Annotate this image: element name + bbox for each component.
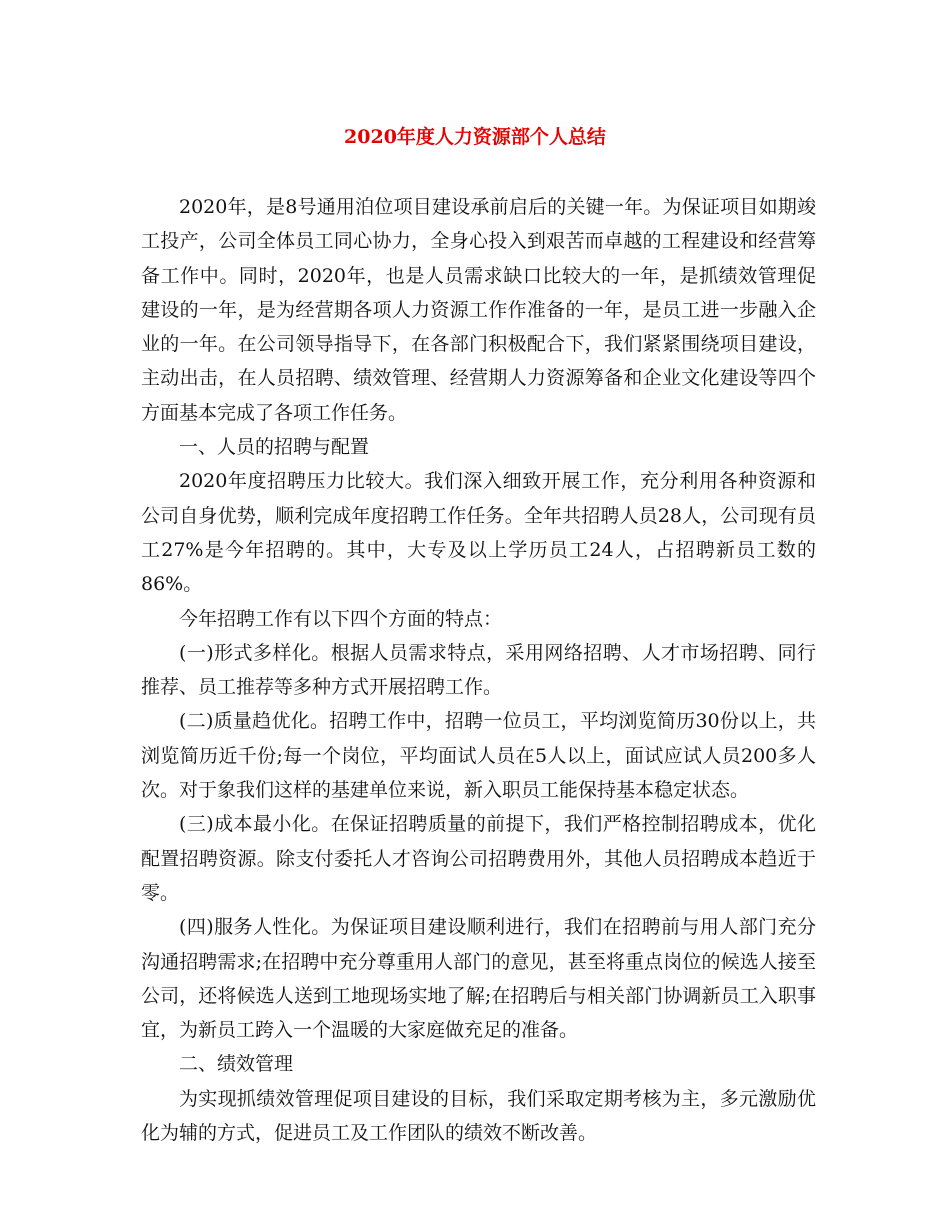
paragraph-feature-4: (四)服务人性化。为保证项目建设顺利进行，我们在招聘前与用人部门充分沟通招聘需求;在招聘中充分尊重用人部门的意见，甚至将重点岗位的候选人接至公司，还将候选人送到工地现场实地了解;在招聘后与相关部门协调新员工入职事宜，为新员工跨入一个温暖的大家庭做充足的准备。	[141, 916, 816, 1042]
paragraph-intro: 2020年，是8号通用泊位项目建设承前启后的关键一年。为保证项目如期竣工投产，公司全体员工同心协力，全身心投入到艰苦而卓越的工程建设和经营筹备工作中。同时，2020年，也是人员需求缺口比较大的一年，是抓绩效管理促建设的一年，是为经营期各项人力资源工作作准备的一年，是员工进一步融入企业的一年。在公司领导指导下，在各部门积极配合下，我们紧紧围绕项目建设，主动出击，在人员招聘、绩效管理、经营期人力资源筹备和企业文化建设等四个方面基本完成了各项工作任务。	[141, 196, 816, 424]
paragraph-features-intro: 今年招聘工作有以下四个方面的特点：	[179, 607, 503, 630]
paragraph-feature-1: (一)形式多样化。根据人员需求特点，采用网络招聘、人才市场招聘、同行推荐、员工推荐等多种方式开展招聘工作。	[141, 641, 816, 699]
document-title: 2020年度人力资源部个人总结	[344, 126, 606, 148]
section-heading-performance: 二、绩效管理	[179, 1053, 294, 1076]
paragraph-performance: 为实现抓绩效管理促项目建设的目标，我们采取定期考核为主，多元激励优化为辅的方式，促进员工及工作团队的绩效不断改善。	[141, 1087, 816, 1145]
paragraph-feature-2: (二)质量趋优化。招聘工作中，招聘一位员工，平均浏览简历30份以上，共浏览简历近千份;每一个岗位，平均面试人员在5人以上，面试应试人员200多人次。对于象我们这样的基建单位来说，新入职员工能保持基本稳定状态。	[141, 710, 816, 802]
paragraph-recruitment-summary: 2020年度招聘压力比较大。我们深入细致开展工作，充分利用各种资源和公司自身优势，顺利完成年度招聘工作任务。全年共招聘人员28人，公司现有员工27%是今年招聘的。其中，大专及以上学历员工24人，占招聘新员工数的86%。	[141, 470, 816, 596]
paragraph-feature-3: (三)成本最小化。在保证招聘质量的前提下，我们严格控制招聘成本，优化配置招聘资源。除支付委托人才咨询公司招聘费用外，其他人员招聘成本趋近于零。	[141, 813, 816, 904]
document-body	[141, 190, 816, 1150]
section-heading-recruitment: 一、人员的招聘与配置	[179, 436, 370, 459]
